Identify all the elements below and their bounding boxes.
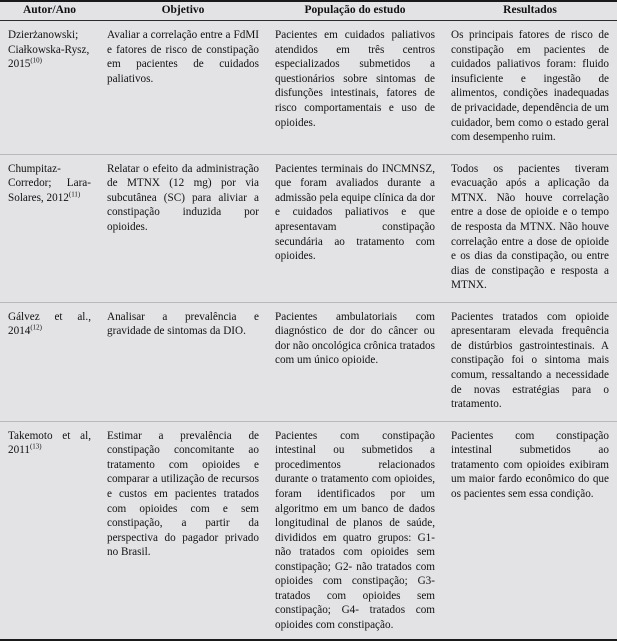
cell-results: Todos os pacientes tiveram evacuação após a aplicação da MTNX. Não houve correlação entre a dose de opioide e o tempo de resposta da MTNX. Não houve correlação entre a dose de opioide e os dias da constipação, ou entre dias de constipação e resposta a MTNX. — [443, 154, 617, 302]
author-name: Gálvez et al., 2014 — [8, 310, 91, 338]
cell-author — [0, 21, 99, 155]
author-name: Takemoto et al, 2011 — [8, 429, 91, 457]
column-header-author: Autor/Ano — [0, 2, 99, 21]
author-citation: (11) — [68, 190, 81, 199]
study-summary-table — [0, 2, 617, 639]
table-body — [0, 21, 617, 639]
cell-objective: Analisar a prevalência e gravidade de sintomas da DIO. — [99, 302, 267, 421]
table-row — [0, 421, 617, 638]
cell-objective: Relatar o efeito da administração de MTNX (12 mg) por via subcutânea (SC) para aliviar a constipação induzida por opioides. — [99, 154, 267, 302]
cell-population: Pacientes com constipação intestinal ou submetidos a procedimentos relacionados durante o tratamento com opioides, foram identificados por um algoritmo em um banco de dados longitudinal de planos de saúde, divididos em quatro grupos: G1- não tratados com opioides sem constipação; G2- não tratados com opioides com constipação; G3- tratados com opioides sem constipação; G4- tratados com opioides com constipação. — [275, 429, 435, 632]
cell-results: Os principais fatores de risco de constipação em pacientes de cuidados paliativos foram: fluido insuficiente e ingestão de alimentos, condições inadequadas de privacidade, dependência de um cuidador, bem como o estado geral com desempenho ruim. — [443, 21, 617, 155]
cell-results: Pacientes tratados com opioide apresentaram elevada frequência de distúrbios gastrointestinais. A constipação foi o sintoma mais comum, ressaltando a necessidade de novas estratégias para o tratamento. — [443, 302, 617, 421]
cell-population: Pacientes em cuidados paliativos atendidos em três centros especializados submetidos a questionários sobre sintomas de disfunções intestinais, fatores de risco comportamentais e uso de opioides. — [267, 21, 443, 155]
column-header-objective: Objetivo — [99, 2, 267, 21]
cell-results: Pacientes com constipação intestinal submetidos ao tratamento com opioides exibiram um maior fardo econômico do que os pacientes sem essa condição. — [451, 429, 609, 500]
author-citation: (12) — [30, 323, 42, 332]
author-name: Dzierżanowski; Ciałkowska-Rysz, 2015 — [8, 29, 90, 71]
author-citation: (10) — [30, 56, 42, 65]
table-row — [0, 154, 617, 302]
cell-objective: Estimar a prevalência de constipação concomitante ao tratamento com opioides e comparar a utilização de recursos e custos em pacientes tratados com opioides com e sem constipação, a partir da perspectiva do pagador privado no Brasil. — [107, 429, 259, 559]
table-row — [0, 21, 617, 155]
column-header-results: Resultados — [443, 2, 617, 21]
cell-author — [0, 302, 99, 421]
cell-author — [0, 421, 99, 638]
cell-objective: Avaliar a correlação entre a FdMI e fatores de risco de constipação em pacientes de cuidados paliativos. — [99, 21, 267, 155]
author-citation: (13) — [29, 442, 42, 451]
header-row — [0, 2, 617, 21]
cell-population: Pacientes terminais do INCMNSZ, que foram avaliados durante a admissão pela equipe clínica da dor e cuidados paliativos e que apresentavam constipação secundária ao tratamento com opioides. — [267, 154, 443, 302]
table-header — [0, 2, 617, 21]
cell-population: Pacientes ambulatoriais com diagnóstico de dor do câncer ou dor não oncológica crônica tratados com um único opioide. — [267, 302, 443, 421]
table-row — [0, 302, 617, 421]
column-header-population: População do estudo — [267, 2, 443, 21]
author-name: Chumpitaz-Corredor; Lara-Solares, 2012 — [8, 162, 91, 204]
cell-author — [0, 154, 99, 302]
